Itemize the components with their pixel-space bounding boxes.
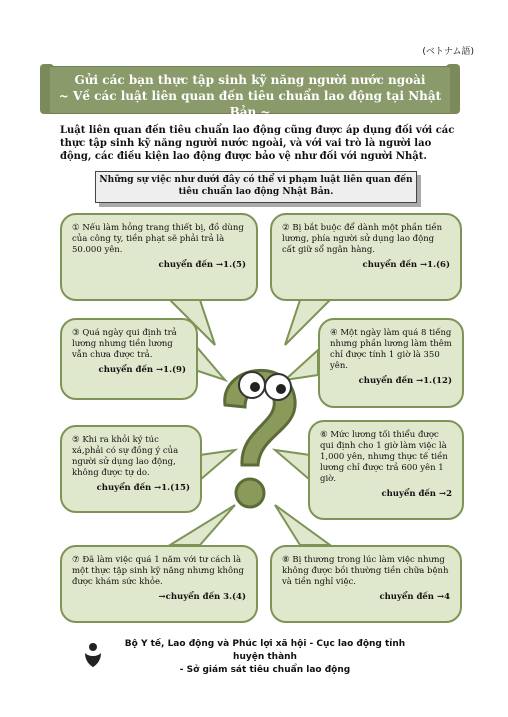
case-8-link[interactable]: chuyển đến →4 xyxy=(379,592,450,602)
question-mark-mascot-icon xyxy=(200,345,310,525)
case-5-text: ⑤ Khi ra khỏi ký túc xá,phải có sự đồng ý của người sử dụng lao động, không được tự do. xyxy=(72,435,179,478)
footer-line-2: - Sở giám sát tiêu chuẩn lao động xyxy=(179,665,351,675)
case-6-text: ⑥ Mức lương tối thiểu được qui định cho 1 giờ làm việc là 1,000 yên, nhưng thực tế tiền lương chỉ được trả 600 yên 1 giờ. xyxy=(320,430,448,484)
footer-line-1: Bộ Y tế, Lao động và Phúc lợi xã hội - Cục lao động tỉnh huyện thành xyxy=(124,639,406,662)
ministry-logo-icon xyxy=(82,641,104,669)
case-3-text: ③ Quá ngày qui định trả lương nhưng tiền lương vẫn chưa được trả. xyxy=(72,328,177,360)
intro-paragraph: Luật liên quan đến tiêu chuẩn lao động cũng được áp dụng đối với các thực tập sinh kỹ năng người nước ngoài, và với vai trò là người lao động, các điều kiện lao động được bảo vệ như đối với người Nhật. xyxy=(60,125,455,162)
footer-credit xyxy=(115,638,415,677)
case-bubble-5 xyxy=(60,425,202,513)
case-bubble-7 xyxy=(60,545,258,623)
case-bubble-4 xyxy=(318,318,464,408)
title-line-2: ~ Về các luật liên quan đến tiêu chuẩn lao động tại Nhật Bản ~ xyxy=(58,89,442,119)
case-1-link[interactable]: chuyển đến →1.(5) xyxy=(158,260,246,270)
case-bubble-8 xyxy=(270,545,462,623)
notice-line-1: Những sự việc như dưới đây có thể vi phạm luật liên quan đến xyxy=(99,175,413,185)
case-bubble-3 xyxy=(60,318,198,400)
case-2-text: ② Bị bắt buộc để dành một phần tiền lương, phía người sử dụng lao động cất giữ sổ ngân hàng. xyxy=(282,223,443,255)
case-4-text: ④ Một ngày làm quá 8 tiếng nhưng phần lương làm thêm chỉ được tính 1 giờ là 350 yên. xyxy=(330,328,452,371)
case-6-link[interactable]: chuyển đến →2 xyxy=(381,489,452,499)
case-3-link[interactable]: chuyển đến →1.(9) xyxy=(98,365,186,375)
title-line-1: Gửi các bạn thực tập sinh kỹ năng người nước ngoài xyxy=(74,73,426,87)
case-2-link[interactable]: chuyển đến →1.(6) xyxy=(362,260,450,270)
case-7-link[interactable]: →chuyển đến 3.(4) xyxy=(158,592,246,602)
case-8-text: ⑧ Bị thương trong lúc làm việc nhưng không được bồi thường tiền chữa bệnh và tiền nghỉ việc. xyxy=(282,555,449,587)
case-bubble-6 xyxy=(308,420,464,520)
case-7-text: ⑦ Đã làm việc quá 1 năm với tư cách là một thực tập sinh kỹ năng nhưng không được khám sức khỏe. xyxy=(72,555,244,587)
case-5-link[interactable]: chuyển đến →1.(15) xyxy=(96,483,190,493)
case-4-link[interactable]: chuyển đến →1.(12) xyxy=(358,376,452,386)
case-bubble-2 xyxy=(270,213,462,301)
language-tag: (ベトナム語) xyxy=(422,47,474,57)
case-1-text: ① Nếu làm hỏng trang thiết bị, đồ dùng của công ty, tiền phạt sẽ phải trả là 50.000 yên. xyxy=(72,223,244,255)
case-bubble-1 xyxy=(60,213,258,301)
notice-line-2: tiêu chuẩn lao động Nhật Bản. xyxy=(178,187,334,197)
